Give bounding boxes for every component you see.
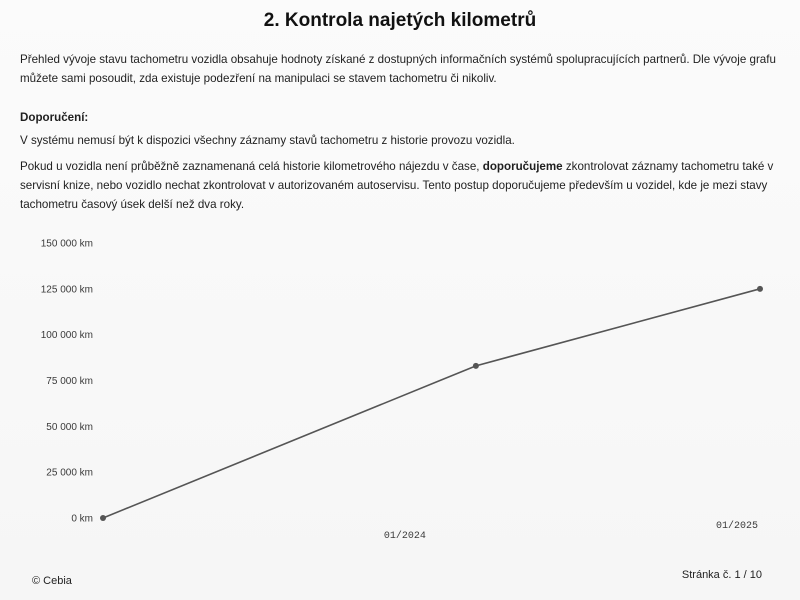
- y-tick-label: 100 000 km: [40, 330, 93, 342]
- y-tick-label: 50 000 km: [46, 421, 93, 433]
- mileage-series-line: [103, 289, 760, 518]
- mileage-data-point: [473, 363, 479, 369]
- recommendation-label: Doporučení:: [20, 111, 89, 124]
- y-tick-label: 150 000 km: [40, 238, 93, 250]
- mileage-data-point: [757, 286, 763, 292]
- copyright-text: © Cebia: [32, 575, 72, 587]
- recommendation-text-bold: doporučujeme: [482, 160, 563, 173]
- mileage-data-point: [100, 515, 106, 521]
- recommendation-text-part2: zkontrolovat záznamy tachometru také v servisní knize, nebo vozidlo nechat zkontrolovat v autorizovaném autoservisu. Tento postup doporučujeme především u vozidel, kde je mezi stavy tachometru časový úsek delší než dva roky.: [20, 160, 774, 211]
- y-tick-label: 25 000 km: [46, 467, 93, 479]
- records-note-paragraph: V systému nemusí být k dispozici všechny záznamy stavů tachometru z historie provozu vozidla.: [20, 134, 515, 147]
- odometer-chart: [0, 225, 800, 550]
- y-tick-label: 75 000 km: [46, 376, 93, 387]
- intro-paragraph: Přehled vývoje stavu tachometru vozidla obsahuje hodnoty získané z dostupných informačních systémů spolupracujících partnerů. Dle vývoje grafu můžete sami posoudit, zda existuje podezření na manipulaci se stavem tachometru či nikoliv.: [20, 53, 776, 85]
- x-tick-label: 01/2024: [383, 531, 426, 542]
- x-tick-label: 01/2025: [715, 521, 759, 532]
- recommendation-text-part1: Pokud u vozidla není průběžně zaznamenaná celá historie kilometrového nájezdu v čase,: [20, 160, 483, 173]
- y-tick-label: 125 000 km: [40, 284, 93, 296]
- recommendation-paragraph: [20, 157, 780, 214]
- y-tick-label: 0 km: [71, 513, 93, 525]
- page-number: Stránka č. 1 / 10: [681, 569, 762, 581]
- page-title: 2. Kontrola najetých kilometrů: [263, 10, 537, 31]
